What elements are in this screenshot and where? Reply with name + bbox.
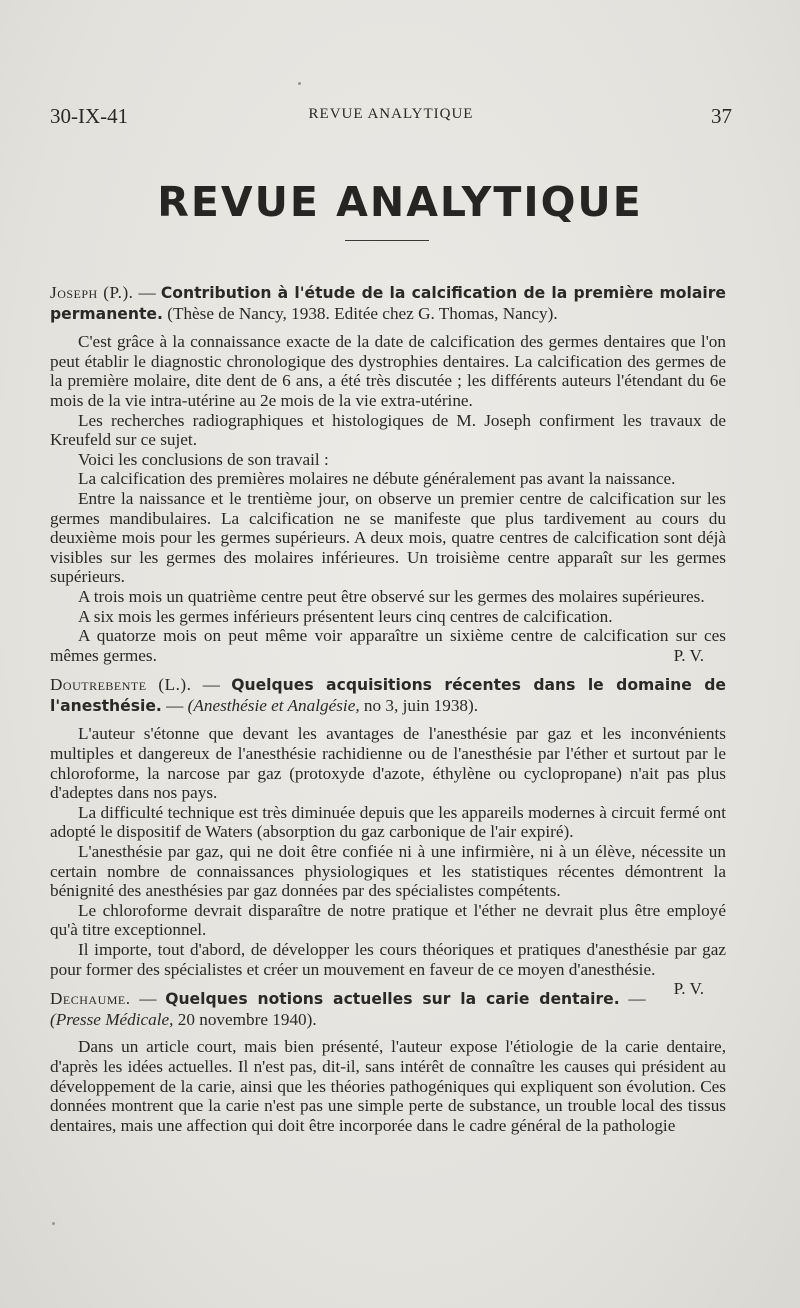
paragraph: A trois mois un quatrième centre peut être observé sur les germes des molaires supérieures. [78, 586, 705, 606]
reviewer-signature: P. V. [673, 645, 704, 665]
page-number: 37 [711, 104, 732, 128]
entry-heading [50, 283, 726, 324]
entry-journal: (Anesthésie et Analgésie, [187, 695, 360, 715]
issue-date: 30-IX-41 [50, 104, 129, 128]
entry-heading [50, 675, 726, 716]
entry-source: 20 novembre 1940). [173, 1009, 317, 1029]
title-divider [345, 240, 429, 241]
entry-author: Dechaume. [50, 989, 131, 1009]
entry-title: Quelques notions actuelles sur la carie dentaire. [165, 990, 620, 1009]
paragraph-text: Il importe, tout d'abord, de développer les cours théoriques et pratiques d'anesthésie par gaz pour former des spécialistes et créer un mouvement en faveur de ce moyen d'anesthésie. [50, 940, 726, 979]
entry-heading [50, 989, 726, 1029]
paragraph: Dans un article court, mais bien présenté, l'auteur expose l'étiologie de la carie dentaire, d'après les idées actuelles. Il n'est pas, dit-il, sans intérêt de connaître les causes qui président au développement de la carie, ainsi que les théories pathogéniques qui expliquent son évolution. Ces données montrent que la carie n'est pas une simple perte de substance, un trouble local des tissus dentaires, mais une affection qui doit être incorporée dans le cadre général de la pathologie [50, 1037, 726, 1135]
paragraph: La calcification des premières molaires ne débute généralement pas avant la naissance. [78, 469, 676, 489]
paragraph: Entre la naissance et le trentième jour, on observe un premier centre de calcification sur les germes mandibulaires. La calcification ne se manifeste que plus tardivement au cours du deuxième mois pour les germes supérieurs. A deux mois, quatre centres de calcification sont déjà visibles sur les germes des molaires inférieures. Un troisième centre apparaît sur les germes supérieurs. [50, 488, 726, 587]
entry-author: Joseph (P.). [50, 283, 134, 302]
entry-title: Contribution à l'étude de la calcification de la première molaire permanente. [50, 284, 726, 323]
review-entry [50, 989, 726, 1135]
paragraph: Voici les conclusions de son travail : [78, 449, 329, 469]
page-title: REVUE ANALYTIQUE [157, 178, 643, 226]
article-body [50, 283, 726, 1145]
paragraph: L'auteur s'étonne que devant les avantages de l'anesthésie par gaz et les inconvénients multiples et dangereux de l'anesthésie rachidienne ou de l'anesthésie par l'éther et surtout par le chloroforme, la narcose par gaz (protoxyde d'azote, éthylène ou cyclopropane) n'ait pas plus d'adeptes dans nos pays. [50, 724, 726, 803]
entry-dash: — [133, 283, 161, 302]
entry-dash: — [619, 989, 646, 1009]
entry-author: Doutrebente (L.). [50, 675, 192, 695]
review-entry [50, 283, 726, 665]
running-head [50, 104, 732, 128]
paragraph: L'anesthésie par gaz, qui ne doit être confiée ni à une infirmière, ni à un élève, nécessite un certain nombre de connaissances physiologiques et les statistiques récentes démontrent la bénignité des anesthésies par gaz données par des spécialistes compétents. [50, 842, 726, 901]
paragraph: A six mois les germes inférieurs présentent leurs cinq centres de calcification. [78, 606, 613, 626]
paper-speck [298, 82, 301, 85]
entry-text [50, 332, 726, 665]
paragraph-text: A quatorze mois on peut même voir apparaître un sixième centre de calcification sur ces mêmes germes. [50, 626, 726, 665]
entry-dash: — [161, 695, 188, 715]
paragraph: La difficulté technique est très diminuée depuis que les appareils modernes à circuit fermé ont adopté le dispositif de Waters (absorption du gaz carbonique de l'air expiré). [50, 802, 726, 842]
entry-dash: — [191, 675, 232, 695]
paragraph: Les recherches radiographiques et histologiques de M. Joseph confirment les travaux de Kreufeld sur ce sujet. [50, 410, 726, 450]
paragraph: C'est grâce à la connaissance exacte de la date de calcification des germes dentaires que l'on peut établir le diagnostic chronologique des dystrophies dentaires. La calcification des germes de la première molaire, dite dent de 6 ans, a été très discutée ; les différents auteurs l'étendant du 6e mois de la vie intra-utérine au 2e mois de la vie extra-utérine. [50, 332, 726, 410]
entry-text [50, 1037, 726, 1135]
paragraph-with-signature [50, 626, 726, 665]
entry-dash: — [130, 989, 166, 1009]
entry-source: (Thèse de Nancy, 1938. Editée chez G. Thomas, Nancy). [162, 303, 558, 323]
entry-journal: (Presse Médicale, [50, 1009, 174, 1029]
paragraph: Le chloroforme devrait disparaître de notre pratique et l'éther ne devrait plus être employé qu'à titre exceptionnel. [50, 900, 726, 940]
entry-title: Quelques acquisitions récentes dans le domaine de l'anesthésie. [50, 676, 727, 715]
entry-source: no 3, juin 1938). [359, 695, 479, 715]
reviewer-signature: P. V. [673, 979, 704, 999]
running-title: REVUE ANALYTIQUE [308, 106, 474, 122]
paper-speck [52, 1222, 55, 1225]
